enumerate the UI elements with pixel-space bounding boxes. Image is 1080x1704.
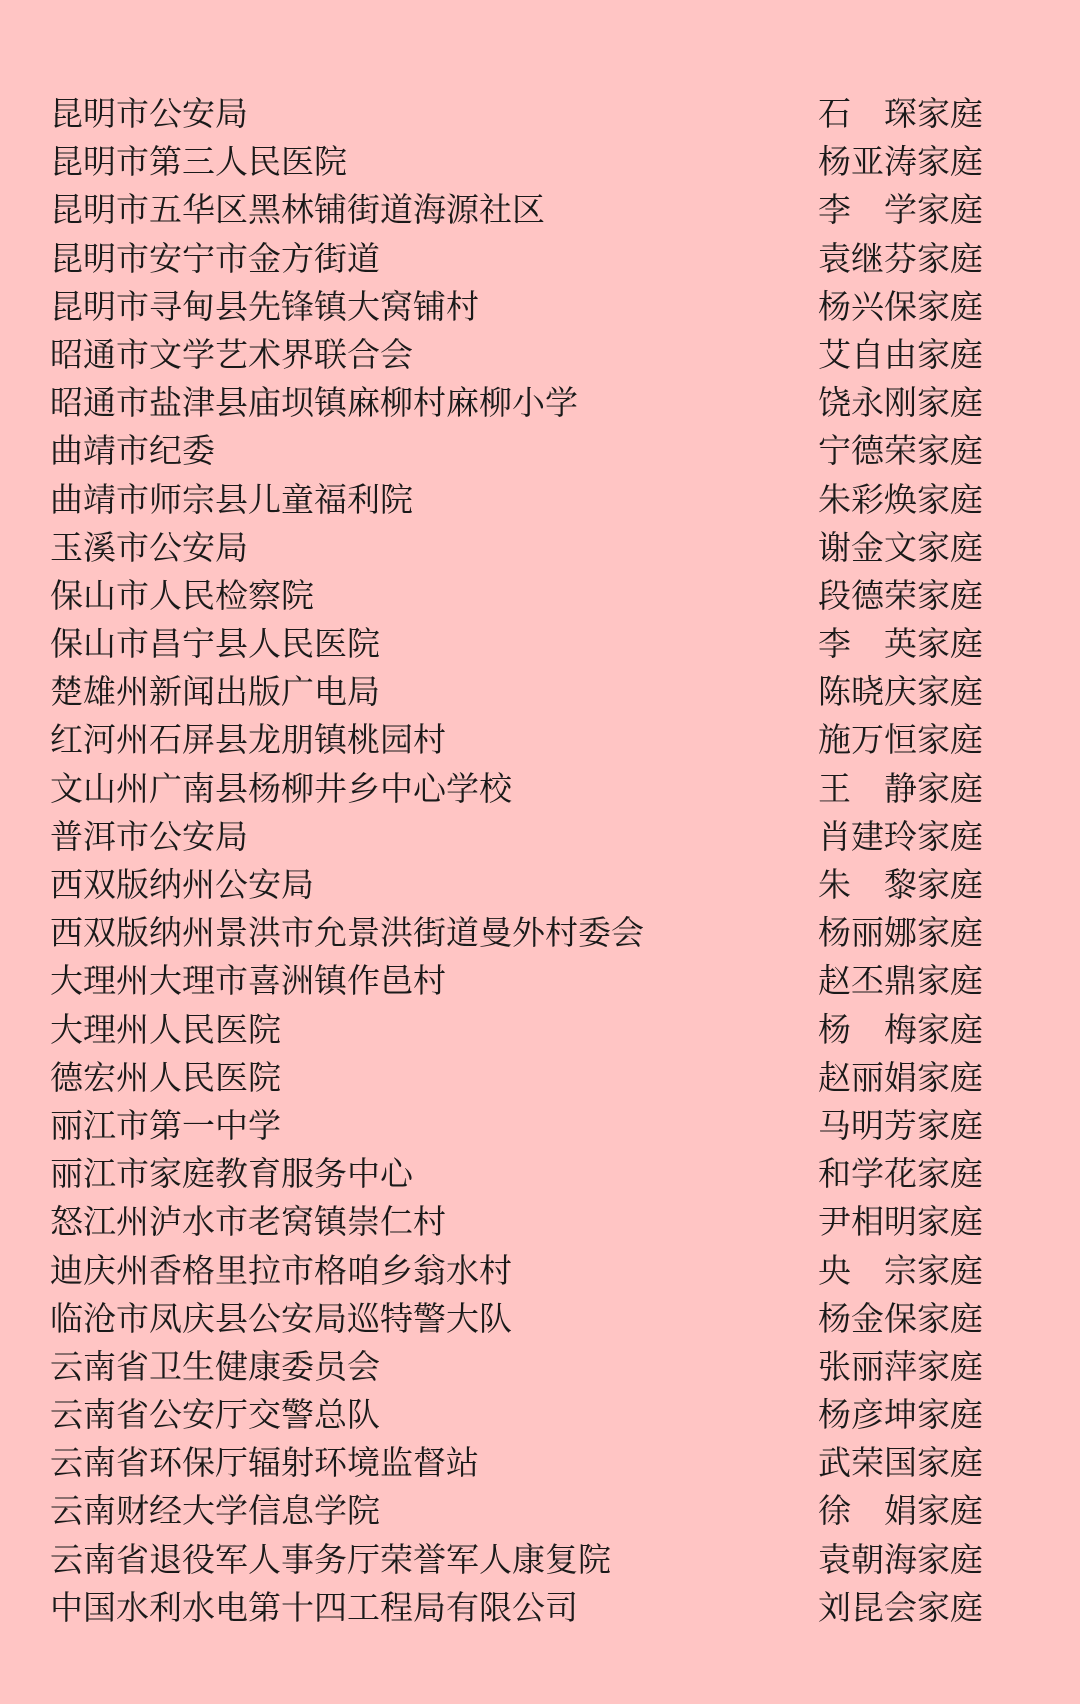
list-item xyxy=(50,909,1000,957)
list-item xyxy=(50,668,1000,716)
family-name: 杨亚涛家庭 xyxy=(818,142,983,182)
organization-name: 昆明市公安局 xyxy=(50,94,248,133)
family-name: 张丽萍家庭 xyxy=(818,1346,983,1386)
organization-name: 怒江州泸水市老窝镇崇仁村 xyxy=(50,1202,446,1242)
organization-name: 临沧市凤庆县公安局巡特警大队 xyxy=(50,1298,512,1338)
list-item xyxy=(50,476,1000,524)
organization-name: 大理州大理市喜洲镇作邑村 xyxy=(50,961,446,1001)
organization-name: 西双版纳州景洪市允景洪街道曼外村委会 xyxy=(50,913,644,953)
list-item xyxy=(50,379,1000,427)
list-item xyxy=(50,1343,1000,1391)
family-name: 赵丕鼎家庭 xyxy=(818,961,983,1001)
family-name: 段德荣家庭 xyxy=(818,575,983,615)
list-item xyxy=(50,1439,1000,1487)
organization-name: 昭通市盐津县庙坝镇麻柳村麻柳小学 xyxy=(50,383,578,423)
organization-name: 曲靖市师宗县儿童福利院 xyxy=(50,479,413,519)
organization-name: 昆明市五华区黑林铺街道海源社区 xyxy=(50,190,545,230)
list-item xyxy=(50,138,1000,186)
family-name: 李 学家庭 xyxy=(818,190,983,230)
list-item xyxy=(50,1006,1000,1054)
family-name: 宁德荣家庭 xyxy=(818,431,983,471)
organization-name: 昆明市安宁市金方街道 xyxy=(50,238,380,278)
list-item xyxy=(50,716,1000,764)
organization-name: 昆明市寻甸县先锋镇大窝铺村 xyxy=(50,286,479,326)
organization-name: 丽江市第一中学 xyxy=(50,1105,281,1145)
list-item xyxy=(50,1584,1000,1632)
organization-name: 玉溪市公安局 xyxy=(50,527,248,567)
family-name: 杨彦坤家庭 xyxy=(818,1395,983,1435)
organization-name: 云南省退役军人事务厅荣誉军人康复院 xyxy=(50,1539,611,1579)
family-name: 袁朝海家庭 xyxy=(818,1539,983,1579)
family-name: 杨兴保家庭 xyxy=(818,286,983,326)
organization-name: 西双版纳州公安局 xyxy=(50,865,314,904)
list-item xyxy=(50,1536,1000,1584)
family-name: 施万恒家庭 xyxy=(818,720,983,760)
organization-name: 楚雄州新闻出版广电局 xyxy=(50,672,380,712)
family-name: 陈晓庆家庭 xyxy=(818,672,983,712)
family-name: 朱 黎家庭 xyxy=(818,865,983,904)
family-name: 石 琛家庭 xyxy=(818,94,983,133)
list-item xyxy=(50,331,1000,379)
family-name: 朱彩焕家庭 xyxy=(818,479,983,519)
family-name: 谢金文家庭 xyxy=(818,527,983,567)
family-name: 杨丽娜家庭 xyxy=(818,913,983,953)
organization-name: 普洱市公安局 xyxy=(50,816,248,856)
list-item xyxy=(50,1102,1000,1150)
organization-name: 保山市人民检察院 xyxy=(50,575,314,615)
organization-name: 云南财经大学信息学院 xyxy=(50,1491,380,1531)
family-name: 肖建玲家庭 xyxy=(818,816,983,856)
list-item xyxy=(50,1295,1000,1343)
list-item xyxy=(50,861,1000,909)
list-item xyxy=(50,1150,1000,1198)
family-name: 尹相明家庭 xyxy=(818,1202,983,1242)
list-item xyxy=(50,1198,1000,1246)
organization-name: 文山州广南县杨柳井乡中心学校 xyxy=(50,768,512,808)
organization-name: 曲靖市纪委 xyxy=(50,431,215,471)
list-item xyxy=(50,186,1000,234)
organization-name: 大理州人民医院 xyxy=(50,1009,281,1049)
list-item xyxy=(50,813,1000,861)
family-name: 艾自由家庭 xyxy=(818,334,983,374)
list-item xyxy=(50,957,1000,1005)
organization-name: 昆明市第三人民医院 xyxy=(50,142,347,182)
organization-name: 云南省公安厅交警总队 xyxy=(50,1395,380,1435)
family-name: 央 宗家庭 xyxy=(818,1250,983,1290)
family-name: 杨 梅家庭 xyxy=(818,1009,983,1049)
family-name: 和学花家庭 xyxy=(818,1154,983,1194)
list-item xyxy=(50,524,1000,572)
list-item xyxy=(50,1391,1000,1439)
list-item xyxy=(50,427,1000,475)
family-name: 李 英家庭 xyxy=(818,624,983,664)
list-item xyxy=(50,235,1000,283)
list-item xyxy=(50,620,1000,668)
family-name: 赵丽娟家庭 xyxy=(818,1057,983,1097)
family-name: 马明芳家庭 xyxy=(818,1105,983,1145)
list-item xyxy=(50,1487,1000,1535)
list-item xyxy=(50,572,1000,620)
list-item xyxy=(50,1054,1000,1102)
organization-name: 丽江市家庭教育服务中心 xyxy=(50,1154,413,1194)
family-name: 饶永刚家庭 xyxy=(818,383,983,423)
organization-name: 德宏州人民医院 xyxy=(50,1057,281,1097)
family-name: 刘昆会家庭 xyxy=(818,1587,983,1627)
organization-name: 保山市昌宁县人民医院 xyxy=(50,624,380,664)
family-name: 王 静家庭 xyxy=(818,768,983,808)
organization-name: 云南省环保厅辐射环境监督站 xyxy=(50,1443,479,1483)
list-item xyxy=(50,90,1000,138)
family-name: 徐 娟家庭 xyxy=(818,1491,983,1531)
list-item xyxy=(50,283,1000,331)
family-name: 杨金保家庭 xyxy=(818,1298,983,1338)
organization-name: 红河州石屏县龙朋镇桃园村 xyxy=(50,720,446,760)
list-item xyxy=(50,1247,1000,1295)
family-name: 武荣国家庭 xyxy=(818,1443,983,1483)
organization-name: 中国水利水电第十四工程局有限公司 xyxy=(50,1587,578,1627)
organization-name: 昭通市文学艺术界联合会 xyxy=(50,334,413,374)
organization-name: 云南省卫生健康委员会 xyxy=(50,1346,380,1386)
list-item xyxy=(50,765,1000,813)
organization-name: 迪庆州香格里拉市格咱乡翁水村 xyxy=(50,1250,512,1290)
family-list xyxy=(50,90,1000,1632)
family-name: 袁继芬家庭 xyxy=(818,238,983,278)
